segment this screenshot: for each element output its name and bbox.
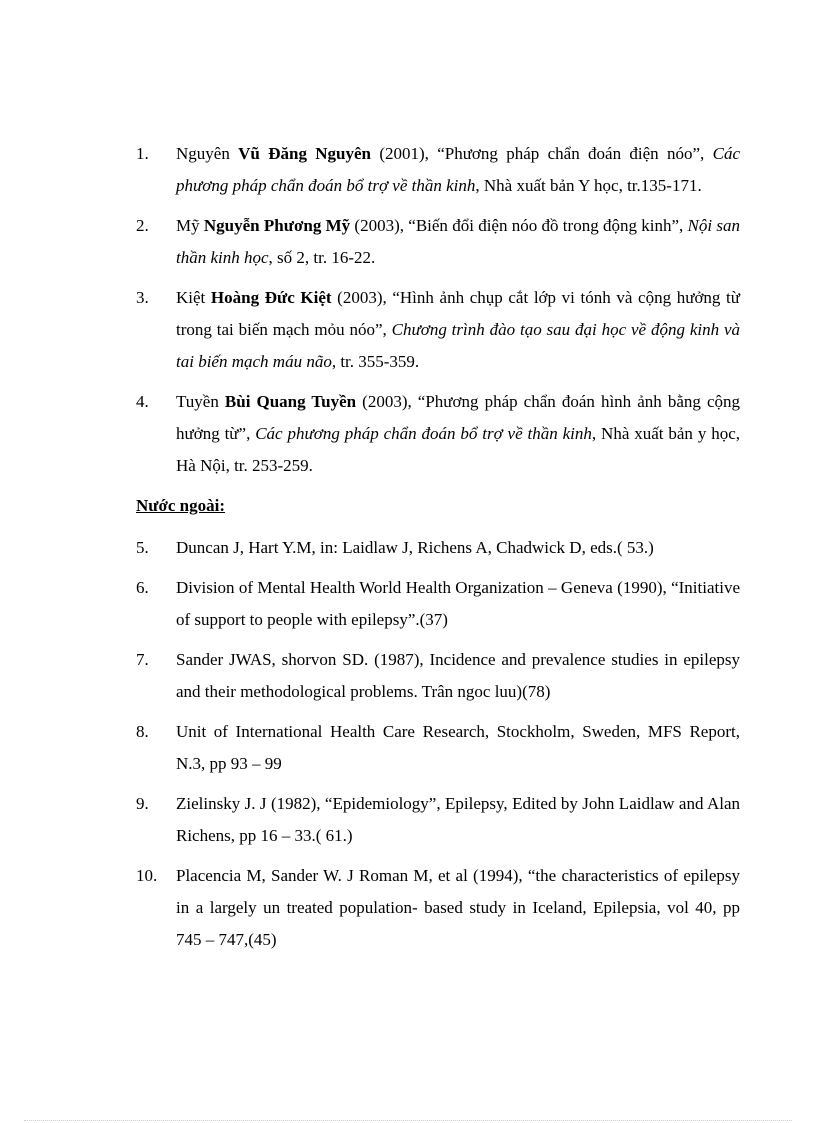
reference-number: 9. (136, 794, 149, 813)
reference-number: 4. (136, 392, 149, 411)
reference-text: Duncan J, Hart Y.M, in: Laidlaw J, Richens A, Chadwick D, eds.( 53.) (176, 538, 654, 557)
reference-list (136, 138, 740, 964)
reference-text (176, 144, 740, 195)
reference-title: (2003), “Hình ảnh chụp cắt lớp vi tónh và cộng hưởng từ trong tai biến mạch mỏu nóo”, (176, 288, 740, 339)
reference-author: Vũ Đăng Nguyên (238, 144, 371, 163)
reference-text (176, 288, 740, 371)
reference-author: Nguyễn Phương Mỹ (203, 216, 351, 235)
reference-title: (2003), “Phương pháp chẩn đoán hình ảnh bằng cộng hưởng từ”, (176, 392, 740, 443)
reference-number: 1. (136, 144, 149, 163)
reference-item-7 (136, 644, 740, 708)
reference-item-6 (136, 572, 740, 636)
reference-prefix: Kiệt (176, 288, 211, 307)
reference-text: Zielinsky J. J (1982), “Epidemiology”, Epilepsy, Edited by John Laidlaw and Alan Richens, pp 16 – 33.( 61.) (176, 794, 740, 845)
reference-number: 3. (136, 288, 149, 307)
reference-source: Các phương pháp chẩn đoán bổ trợ về thần kinh (255, 424, 592, 443)
reference-item-1 (136, 138, 740, 202)
reference-number: 6. (136, 578, 149, 597)
reference-number: 10. (136, 866, 158, 885)
reference-item-5 (136, 532, 740, 564)
reference-text: Division of Mental Health World Health Organization – Geneva (1990), “Initiative of support to people with epilepsy”.(37) (176, 578, 740, 629)
reference-item-8 (136, 716, 740, 780)
reference-item-4 (136, 386, 740, 482)
reference-text: Sander JWAS, shorvon SD. (1987), Incidence and prevalence studies in epilepsy and their methodological problems. Trân ngoc luu)(78) (176, 650, 740, 701)
reference-prefix: Mỹ (176, 216, 204, 235)
reference-number: 8. (136, 722, 149, 741)
reference-number: 7. (136, 650, 149, 669)
reference-text: Placencia M, Sander W. J Roman M, et al (1994), “the characteristics of epilepsy in a largely un treated population- based study in Iceland, Epilepsia, vol 40, pp 745 – 747,(45) (176, 866, 740, 949)
reference-publisher: , Nhà xuất bản Y học, tr.135-171. (475, 176, 702, 195)
reference-source: Các phương pháp chẩn đoán bổ trợ về thần kinh (176, 144, 740, 195)
reference-item-10 (136, 860, 740, 956)
reference-text (176, 216, 740, 267)
reference-prefix: Tuyền (176, 392, 225, 411)
reference-number: 5. (136, 538, 149, 557)
reference-source: Nội san thần kinh học (176, 216, 741, 267)
reference-item-9 (136, 788, 740, 852)
reference-publisher: , tr. 355-359. (331, 352, 420, 371)
reference-publisher: , Nhà xuất bản y học, Hà Nội, tr. 253-259. (176, 424, 740, 475)
reference-title: (2003), “Biến đổi điện nóo đồ trong động kinh”, (350, 216, 688, 235)
reference-prefix: Nguyên (176, 144, 239, 163)
reference-title: (2001), “Phương pháp chẩn đoán điện nóo”, (371, 144, 713, 163)
page-bottom-divider (24, 1120, 792, 1121)
reference-author: Bùi Quang Tuyền (224, 392, 357, 411)
reference-item-3 (136, 282, 740, 378)
reference-source: Chương trình đào tạo sau đại học về động kinh và tai biến mạch máu não (176, 320, 740, 371)
reference-number: 2. (136, 216, 149, 235)
reference-text: Unit of International Health Care Research, Stockholm, Sweden, MFS Report, N.3, pp 93 – 99 (176, 722, 740, 773)
reference-text (176, 392, 740, 475)
reference-item-2 (136, 210, 740, 274)
section-heading-foreign: Nước ngoài: (136, 496, 226, 515)
reference-author: Hoàng Đức Kiệt (210, 288, 332, 307)
reference-publisher: , số 2, tr. 16-22. (268, 248, 376, 267)
